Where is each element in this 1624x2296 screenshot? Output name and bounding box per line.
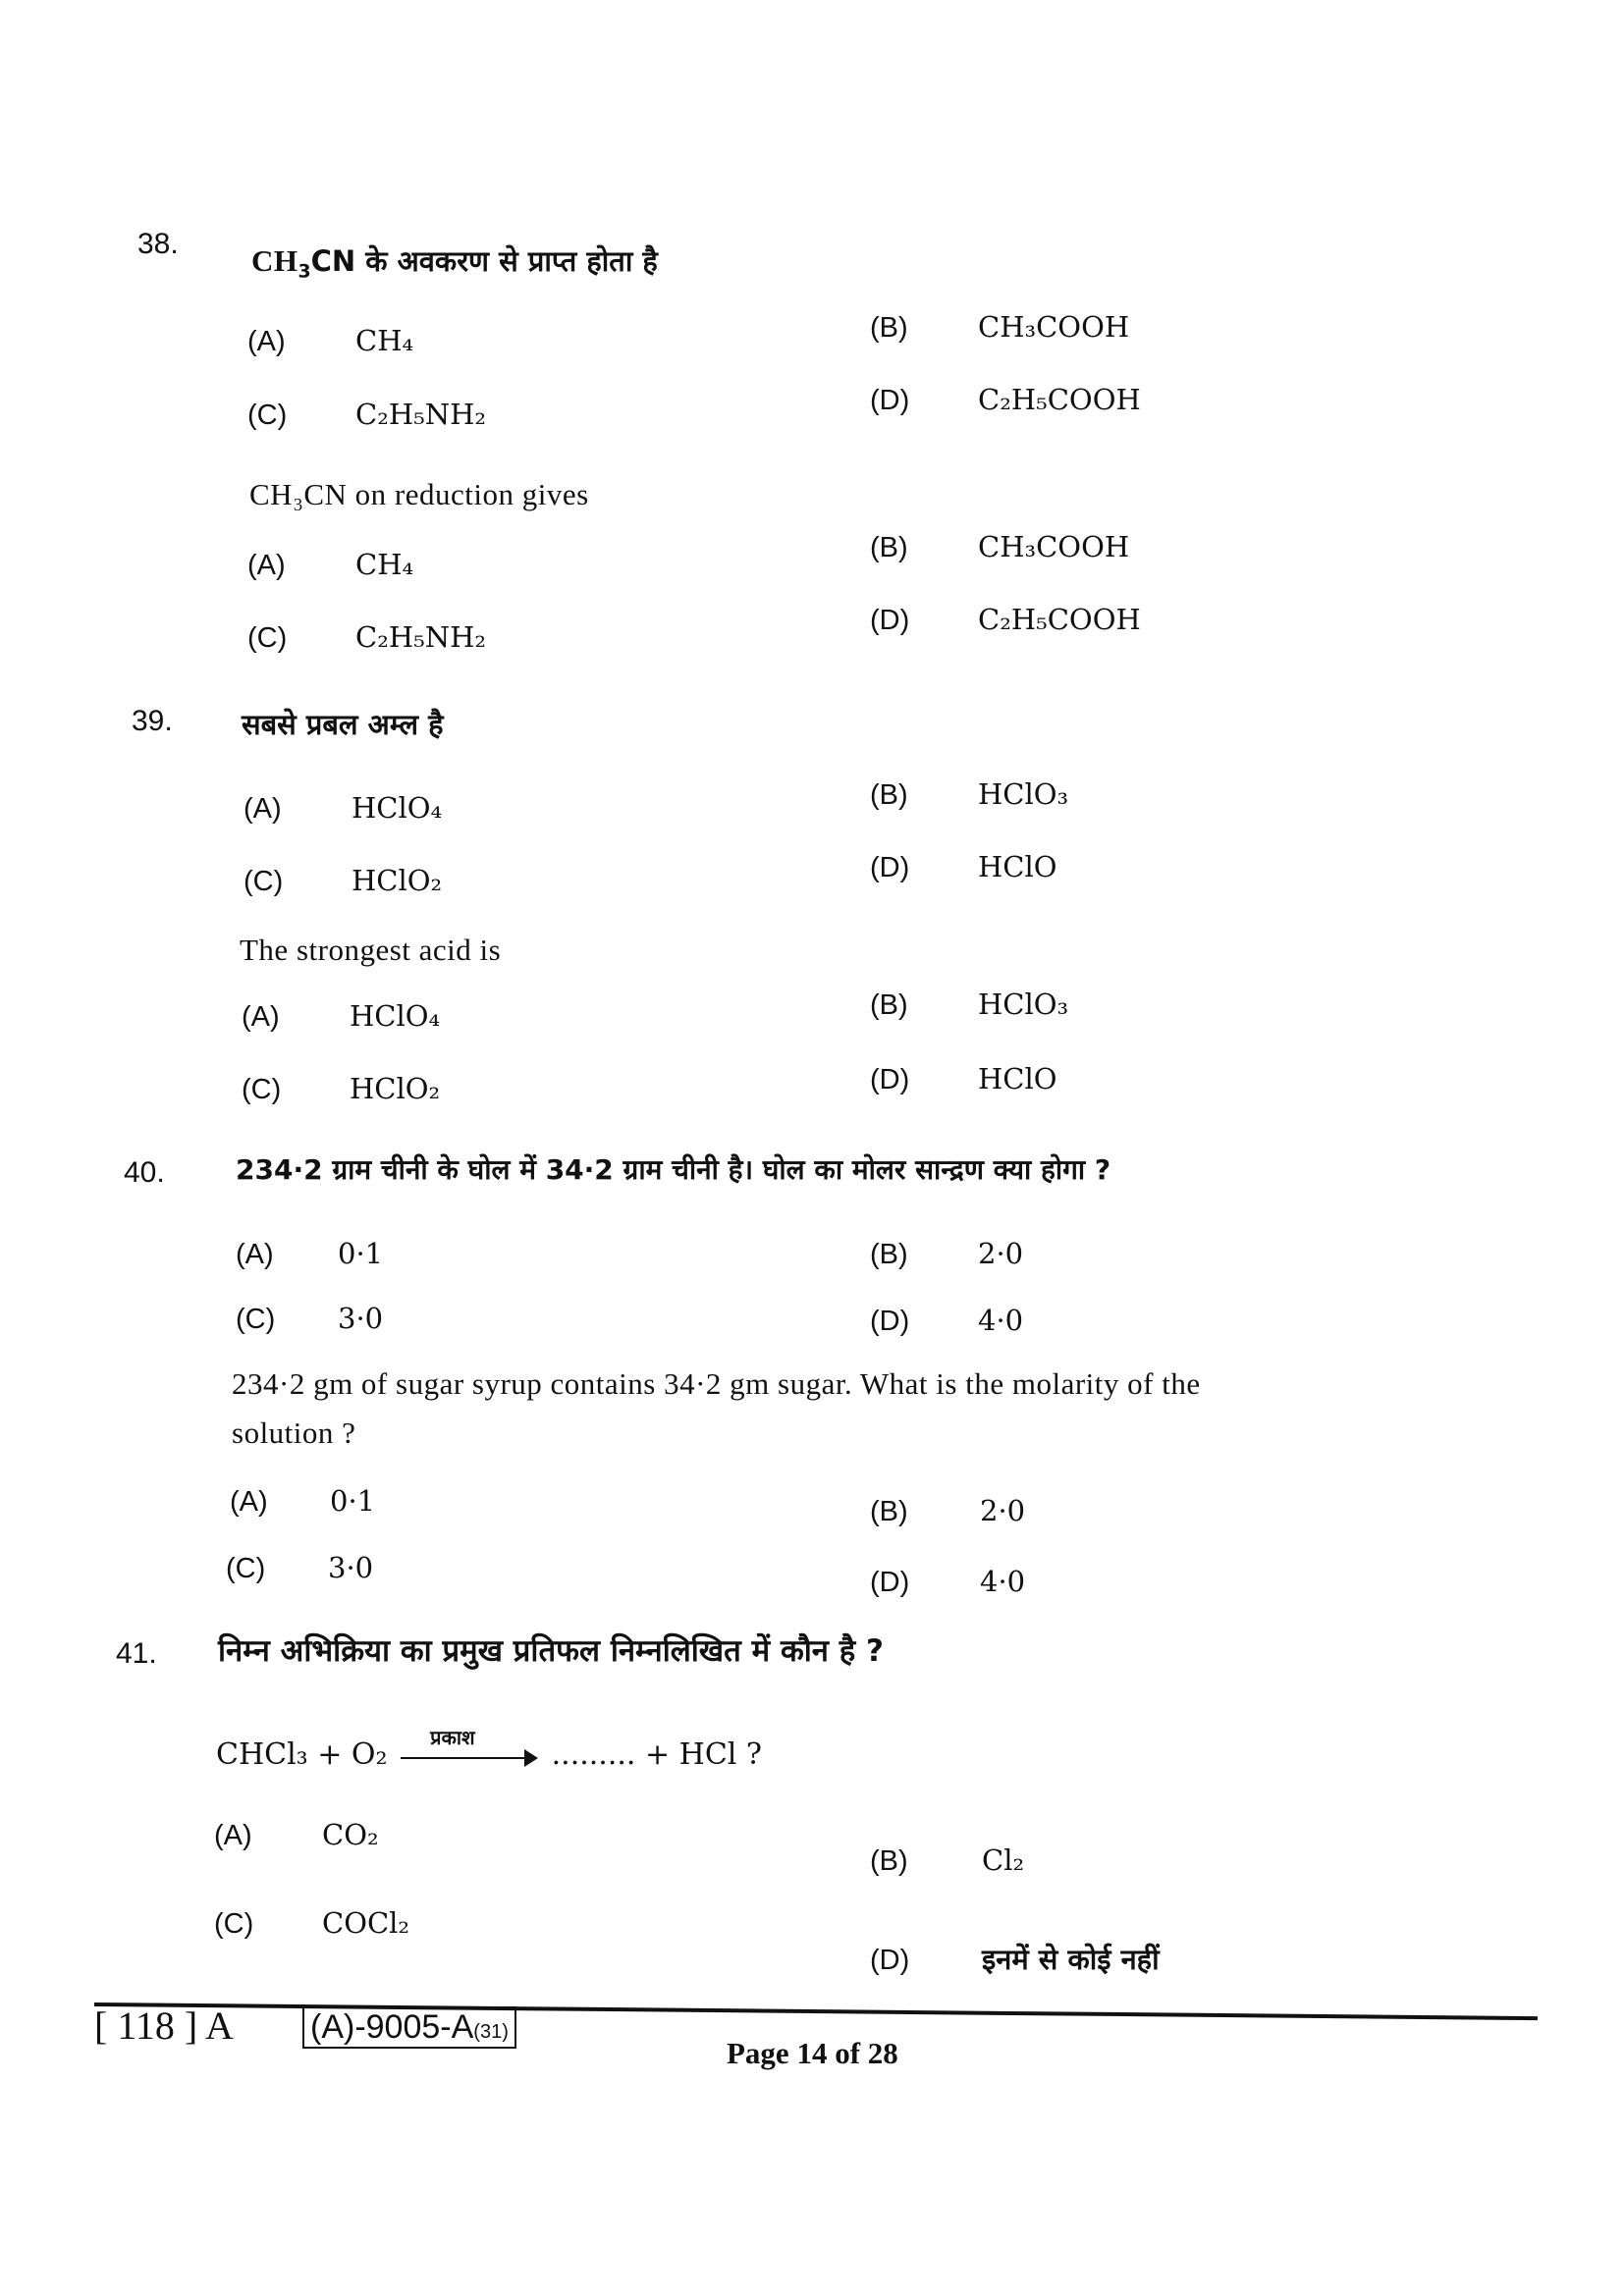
- option-38-en-d[interactable]: (D) C₂H₅COOH: [870, 603, 1141, 636]
- question-40-english-line2: solution ?: [232, 1415, 356, 1450]
- option-40-hi-d[interactable]: (D) 4·0: [870, 1304, 1024, 1337]
- page-indicator: Page 14 of 28: [727, 2036, 898, 2070]
- option-40-hi-c[interactable]: (C) 3·0: [236, 1302, 384, 1335]
- option-38-en-b[interactable]: (B) CH₃COOH: [870, 530, 1130, 563]
- question-38-hindi-text: [251, 241, 658, 283]
- option-39-en-a[interactable]: (A) HClO₄: [242, 999, 441, 1033]
- question-39-hindi-text: सबसे प्रबल अम्ल है: [242, 708, 444, 741]
- question-41-hindi-text: निम्न अभिक्रिया का प्रमुख प्रतिफल निम्नलिखित में कौन है ?: [218, 1633, 885, 1669]
- question-38-english-text: CH₃CN on reduction gives: [249, 477, 589, 511]
- reaction-equation: [216, 1726, 762, 1772]
- option-39-hi-d[interactable]: (D) HClO: [870, 850, 1057, 883]
- paper-code: (A)-9005-A: [310, 2008, 474, 2046]
- equation-products: ......... + HCl ?: [551, 1737, 762, 1772]
- booklet-number: [ 118 ] A: [94, 2003, 234, 2048]
- option-38-en-a[interactable]: (A) CH₄: [247, 548, 414, 581]
- option-38-hi-a[interactable]: (A) CH₄: [247, 324, 414, 357]
- option-39-hi-c[interactable]: (C) HClO₂: [244, 864, 443, 897]
- formula-prefix: CH: [251, 243, 298, 278]
- question-38-number: 38.: [137, 228, 179, 260]
- option-40-en-d[interactable]: (D) 4·0: [870, 1565, 1026, 1598]
- option-39-en-c[interactable]: (C) HClO₂: [242, 1072, 441, 1105]
- option-38-en-c[interactable]: (C) C₂H₅NH₂: [247, 620, 487, 654]
- equation-reactants: CHCl₃ + O₂: [216, 1737, 388, 1772]
- option-40-hi-b[interactable]: (B) 2·0: [870, 1237, 1024, 1270]
- question-38-hindi-suffix: CN के अवकरण से प्राप्त होता है: [310, 244, 658, 278]
- option-40-en-a[interactable]: (A) 0·1: [230, 1484, 376, 1518]
- option-39-en-d[interactable]: (D) HClO: [870, 1062, 1057, 1095]
- option-40-en-c[interactable]: (C) 3·0: [226, 1551, 374, 1584]
- question-40-hindi-text: 234·2 ग्राम चीनी के घोल में 34·2 ग्राम चीनी है। घोल का मोलर सान्द्रण क्या होगा ?: [236, 1153, 1111, 1186]
- option-39-en-b[interactable]: (B) HClO₃: [870, 988, 1069, 1021]
- question-41-number: 41.: [116, 1637, 157, 1670]
- reaction-arrow: [401, 1726, 538, 1771]
- question-39-english-text: The strongest acid is: [240, 933, 502, 967]
- option-38-hi-d[interactable]: (D) C₂H₅COOH: [870, 383, 1141, 416]
- paper-code-box: [302, 2006, 516, 2049]
- formula-sub: 3: [298, 261, 311, 283]
- option-41-c[interactable]: (C) COCl₂: [214, 1906, 410, 1940]
- arrow-line: [401, 1757, 526, 1759]
- option-41-d[interactable]: (D) इनमें से कोई नहीं: [870, 1943, 1160, 1976]
- option-38-hi-b[interactable]: (B) CH₃COOH: [870, 310, 1130, 344]
- option-41-a[interactable]: (A) CO₂: [214, 1818, 379, 1851]
- option-41-b[interactable]: (B) Cl₂: [870, 1843, 1025, 1877]
- question-40-english-line1: 234·2 gm of sugar syrup contains 34·2 gm sugar. What is the molarity of the: [232, 1366, 1201, 1401]
- question-39-number: 39.: [132, 705, 173, 737]
- arrow-condition-label: प्रकाश: [430, 1726, 475, 1749]
- option-39-hi-a[interactable]: (A) HClO₄: [244, 791, 443, 825]
- option-39-hi-b[interactable]: (B) HClO₃: [870, 777, 1069, 811]
- arrow-right-icon: [524, 1749, 538, 1767]
- option-40-hi-a[interactable]: (A) 0·1: [236, 1237, 384, 1270]
- paper-code-sub: (31): [473, 2021, 509, 2043]
- question-40-number: 40.: [124, 1156, 165, 1189]
- option-38-hi-c[interactable]: (C) C₂H₅NH₂: [247, 398, 487, 431]
- option-40-en-b[interactable]: (B) 2·0: [870, 1494, 1026, 1527]
